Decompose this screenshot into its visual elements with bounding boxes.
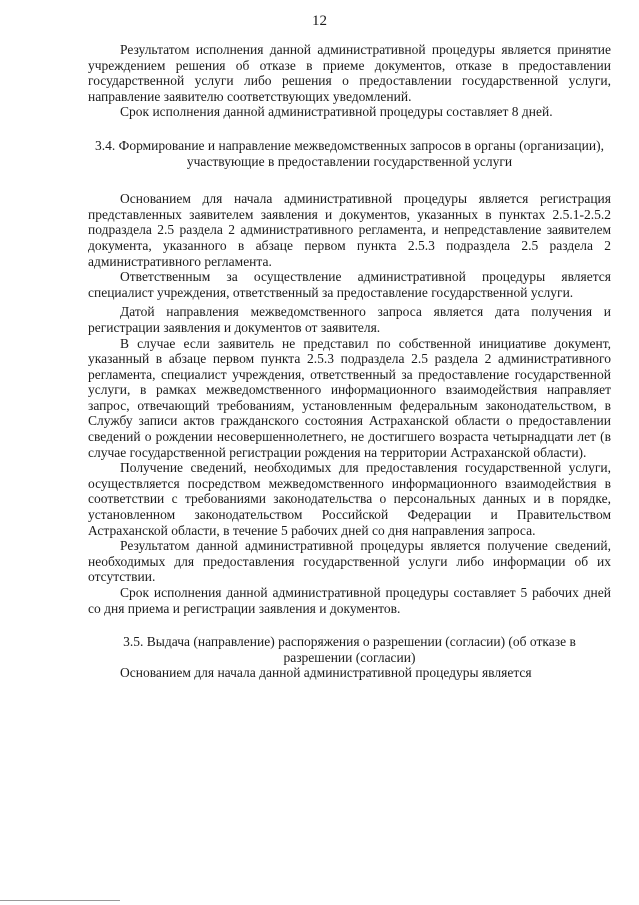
intro-paragraph-2: Срок исполнения данной административной процедуры составляет 8 дней. <box>120 104 553 120</box>
section-3-4-paragraph: Основанием для начала административной процедуры является регистрация представленных заявителем заявления и документов, указанных в пунктах 2.5.1-2.5.2 подраздела 2.5 раздела 2 административного регламента, и непредставление заявителем документа, указанного в абзаце первом пункта 2.5.3 подраздела 2.5 раздела 2 административного регламента. <box>88 191 611 269</box>
spacer <box>88 120 611 138</box>
section-3-5-heading: 3.5. Выдача (направление) распоряжения о разрешении (согласии) (об отказе в разрешении (согласии) <box>123 634 576 665</box>
section-3-4-paragraph: Датой направления межведомственного запроса является дата получения и регистрации заявления и документов от заявителя. <box>88 304 611 335</box>
intro-paragraph-1: Результатом исполнения данной административной процедуры является принятие учреждением решения об отказе в приеме документов, отказе в предоставлении государственной услуги либо решения о предоставлении государственной услуги, направление заявителю соответствующих уведомлений. <box>88 42 611 104</box>
section-3-4-heading: 3.4. Формирование и направление межведомственных запросов в органы (организации), участвующие в предоставлении государственной услуги <box>95 137 604 169</box>
spacer <box>88 169 611 191</box>
footnote-divider <box>0 900 120 901</box>
section-3-4-paragraph: Получение сведений, необходимых для предоставления государственной услуги, осуществляется посредством межведомственного информационного взаимодействия в соответствии с требованиями законодательства о персональных данных и в порядке, установленном законодательством Российской Федерации и Правительством Астраханской области, в течение 5 рабочих дней со дня направления запроса. <box>88 460 611 538</box>
document-body <box>88 42 611 681</box>
page-number: 12 <box>312 13 327 29</box>
section-3-5-paragraph-1: Основанием для начала данной административной процедуры является <box>120 665 532 681</box>
section-3-4-paragraph: В случае если заявитель не представил по собственной инициативе документ, указанный в абзаце первом пункта 2.5.3 подраздела 2.5 раздела 2 административного регламента, специалист учреждения, ответственный за предоставление государственной услуги, в рамках межведомственного информационного взаимодействия направляет запрос, отвечающий требованиям, установленным федеральным законодательством, в Службу записи актов гражданского состояния Астраханской области о предоставлении сведений о рождении несовершеннолетнего, не достигшего возраста четырнадцати лет (в случае государственной регистрации рождения на территории Астраханской области). <box>88 335 611 460</box>
spacer <box>88 616 611 634</box>
section-3-4-paragraph: Результатом данной административной процедуры является получение сведений, необходимых для предоставления государственной услуги либо информации об их отсутствии. <box>88 538 611 585</box>
section-3-4-paragraph: Ответственным за осуществление административной процедуры является специалист учреждения, ответственный за предоставление государственной услуги. <box>88 269 611 300</box>
section-3-4-paragraph: Срок исполнения данной административной процедуры составляет 5 рабочих дней со дня приема и регистрации заявления и документов. <box>88 585 611 616</box>
